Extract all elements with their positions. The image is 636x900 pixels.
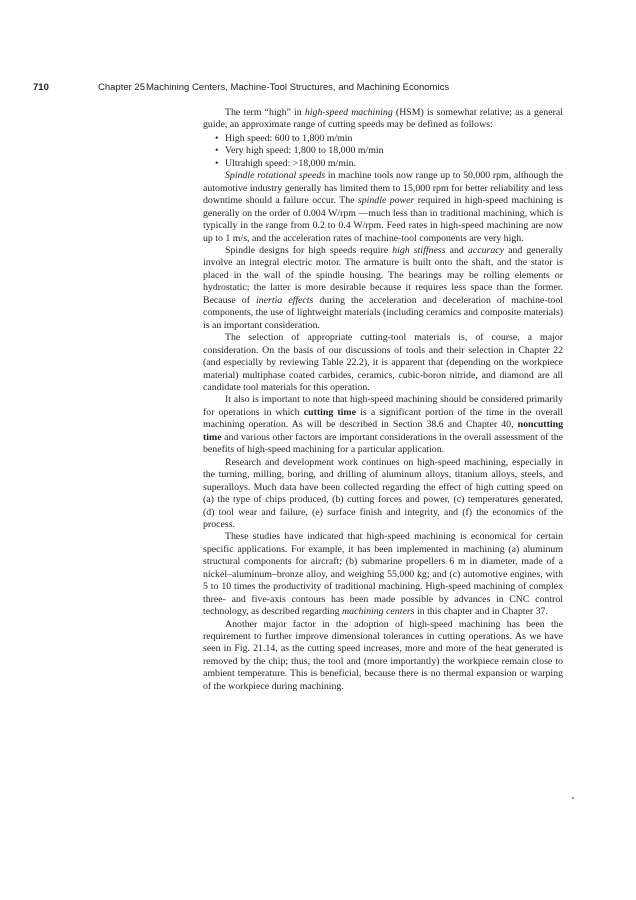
chapter-label: Chapter 25: [98, 82, 146, 93]
research-paragraph: Research and development work continues on high-speed machining, especially in the turning, milling, boring, and drilling of aluminum alloys, titanium alloys, steels, and superalloys. Much data have been collected regarding the effect of high cutting speed on (a) the type of chips produced, (b) cutting forces and power, (c) temperatures generated, (d) tool wear and failure, (e) surface finish and integrity, and (f) the economics of the process.: [203, 456, 563, 530]
bullet-icon: •: [215, 132, 219, 144]
list-item: • High speed: 600 to 1,800 m/min: [215, 132, 353, 144]
bullet-icon: •: [215, 157, 219, 169]
tolerances-paragraph: Another major factor in the adoption of high-speed machining has been the requirement to further improve dimensional tolerances in cutting operations. As we have seen in Fig. 21.14, as the cutting speed increases, more and more of the heat generated is removed by the chip; thus, the tool and (more importantly) the workpiece remain close to ambient temperature. This is beneficial, because there is no thermal expansion or warping of the workpiece during machining.: [203, 618, 563, 692]
tool-selection-paragraph: The selection of appropriate cutting-tool materials is, of course, a major consideration. On the basis of our discussions of tools and their selection in Chapter 22 (and especially by reviewing Table 22.2), it is apparent that (depending on the workpiece material) multiphase coated carbides, ceramics, cubic-boron nitride, and diamond are all candidate tool materials for this operation.: [203, 332, 563, 393]
list-item: • Ultrahigh speed: >18,000 m/min.: [215, 157, 357, 169]
body-text: [203, 107, 563, 693]
scan-mark: [572, 797, 574, 799]
chapter-title: Machining Centers, Machine-Tool Structures, and Machining Economics: [146, 82, 450, 93]
list-item: • Very high speed: 1,800 to 18,000 m/min: [215, 145, 384, 157]
page-number: 710: [33, 82, 49, 93]
bullet-icon: •: [215, 145, 219, 157]
studies-paragraph: These studies have indicated that high-speed machining is economical for certain specific applications. For example, it has been implemented in machining (a) aluminum structural components for aircraft; (b) submarine propellers 6 m in diameter, made of a nickel–aluminum–bronze alloy, and weighing 55,000 kg; and (c) automotive engines, with 5 to 10 times the productivity of traditional machining. High-speed machining of complex three- and five-axis contours has been made possible by advances in CNC control technology, as described regarding machining centers in this chapter and in Chapter 37.: [203, 531, 563, 618]
spindle-speeds-paragraph: Spindle rotational speeds in machine tools now range up to 50,000 rpm, although the automotive industry generally has limited them to 15,000 rpm for better reliability and less downtime should a failure occur. The spindle power required in high-speed machining is generally on the order of 0.004 W/rpm —much less than in traditional machining, which is typically in the range from 0.2 to 0.4 W/rpm. Feed rates in high-speed machining are now up to 1 m/s, and the acceleration rates of machine-tool components are very high.: [203, 170, 563, 244]
intro-paragraph: The term “high” in high-speed machining (HSM) is somewhat relative; as a general guide, an approximate range of cutting speeds may be defined as follows:: [203, 107, 563, 131]
page-header: [33, 82, 596, 93]
speed-range-list: [203, 133, 563, 170]
cutting-time-paragraph: It also is important to note that high-speed machining should be considered primarily for operations in which cutting time is a significant portion of the time in the overall machining operation. As will be described in Section 38.6 and Chapter 40, noncutting time and various other factors are important considerations in the overall assessment of the benefits of high-speed machining for a particular application.: [203, 394, 563, 456]
spindle-designs-paragraph: Spindle designs for high speeds require high stiffness and accuracy and generally involve an integral electric motor. The armature is built onto the shaft, and the stator is placed in the wall of the spindle housing. The bearings may be rolling elements or hydrostatic; the latter is more desirable because it requires less space than the former. Because of inertia effects during the acceleration and deceleration of machine-tool components, the use of lightweight materials (including ceramics and composite materials) is an important consideration.: [203, 244, 564, 331]
hsm-term: high-speed machining: [304, 107, 393, 118]
